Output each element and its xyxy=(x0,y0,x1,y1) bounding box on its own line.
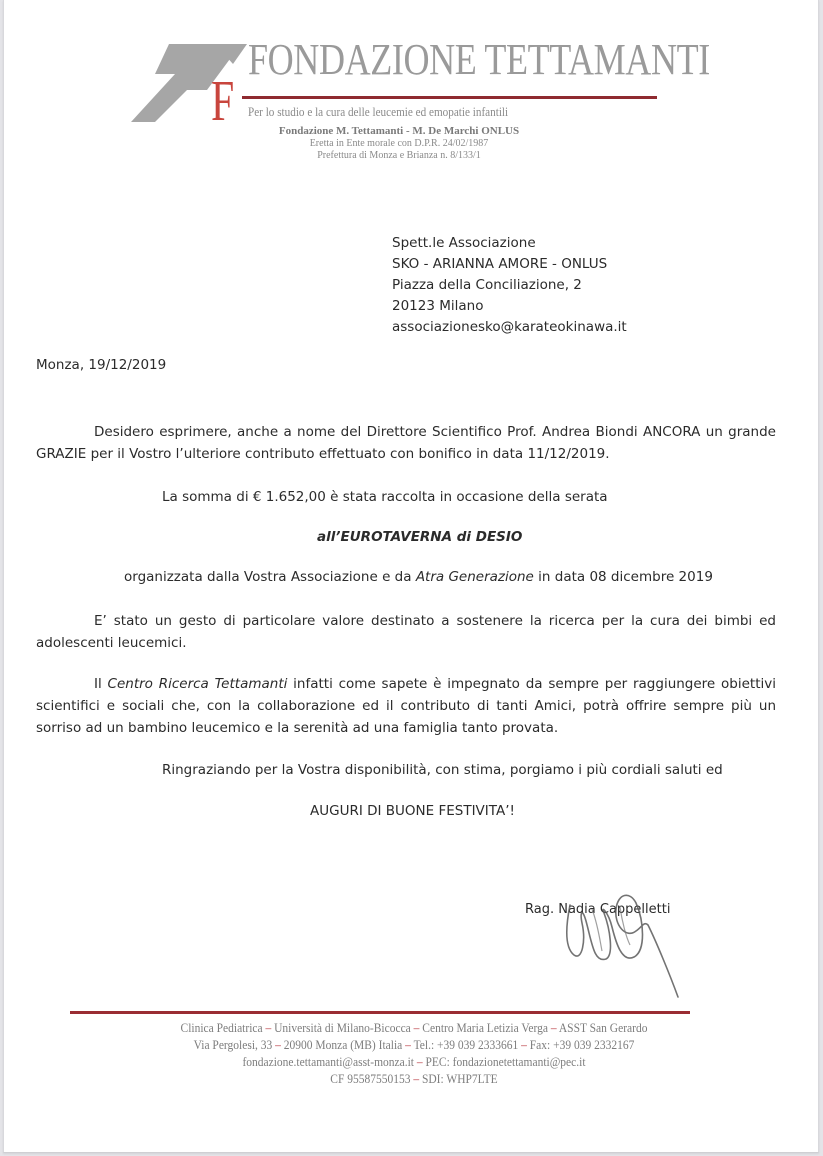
footer-tax-code: CF 95587550153 xyxy=(330,1072,411,1086)
footer-separator: – xyxy=(550,1021,557,1035)
logo-letter: F xyxy=(211,68,235,122)
footer-separator: – xyxy=(275,1038,281,1052)
holiday-greeting: AUGURI DI BUONE FESTIVITA’! xyxy=(310,803,515,819)
footer-separator: – xyxy=(416,1055,423,1069)
paragraph-thanks xyxy=(36,421,776,465)
footer-line-affiliations xyxy=(74,1020,755,1037)
letter-date: Monza, 19/12/2019 xyxy=(36,357,167,373)
footer-address: Via Pergolesi, 33 xyxy=(193,1038,273,1052)
footer-line-emails xyxy=(74,1054,755,1071)
footer-fax: Fax: +39 039 2332167 xyxy=(529,1038,635,1052)
recipient-line: Piazza della Conciliazione, 2 xyxy=(392,277,582,293)
foundation-title: FONDAZIONE TETTAMANTI xyxy=(248,35,710,84)
footer-separator: – xyxy=(413,1021,420,1035)
letter-page xyxy=(3,0,819,1153)
paragraph-gesture xyxy=(36,610,776,654)
paragraph-amount: La somma di € 1.652,00 è stata raccolta in occasione della serata xyxy=(162,489,608,505)
footer-separator: – xyxy=(413,1072,420,1086)
paragraph-text: infatti come sapete è impegnato da sempre per raggiungere obiettivi scientifici e sociali che, con la collaborazione ed il contributo di tanti Amici, potrà offrire sempre più un sorriso ad un bambino leucemico e la serenità ad una famiglia tanto provata. xyxy=(36,676,776,736)
footer-phone: Tel.: +39 039 2333661 xyxy=(413,1038,519,1052)
recipient-email: associazionesko@karateokinawa.it xyxy=(392,319,627,335)
paragraph-text: organizzata dalla Vostra Associazione e da xyxy=(124,569,416,585)
organization-info xyxy=(254,124,544,162)
recipient-line: 20123 Milano xyxy=(392,298,484,314)
paragraph-closing: Ringraziando per la Vostra disponibilità, con stima, porgiamo i più cordiali saluti ed xyxy=(162,762,723,778)
footer-line-tax xyxy=(74,1071,755,1088)
footer-sdi-code: SDI: WHP7LTE xyxy=(421,1072,498,1086)
recipient-address xyxy=(392,233,627,338)
paragraph-text: E’ stato un gesto di particolare valore destinato a sostenere la ricerca per la cura dei bimbi ed adolescenti leucemici. xyxy=(36,613,776,651)
footer-separator: – xyxy=(521,1038,527,1052)
signatory-name: Rag. Nadia Cappelletti xyxy=(525,902,671,917)
paragraph-text: in data 08 dicembre 2019 xyxy=(533,569,713,585)
footer-city: 20900 Monza (MB) Italia xyxy=(283,1038,403,1052)
footer-email[interactable]: fondazione.tettamanti@asst-monza.it xyxy=(242,1055,414,1069)
event-venue: all’EUROTAVERNA di DESIO xyxy=(317,529,523,545)
footer-line-address xyxy=(74,1037,755,1054)
recipient-line: Spett.le Associazione xyxy=(392,235,536,251)
paragraph-organizers xyxy=(124,566,713,588)
paragraph-text: Il xyxy=(94,676,108,692)
header-divider xyxy=(242,96,657,99)
footer-item: ASST San Gerardo xyxy=(558,1021,648,1035)
research-center-name: Centro Ricerca Tettamanti xyxy=(107,676,288,692)
paragraph-research-center xyxy=(36,673,776,739)
footer-divider xyxy=(70,1011,690,1014)
handwritten-signature-icon xyxy=(552,885,692,1000)
recipient-line: SKO - ARIANNA AMORE - ONLUS xyxy=(392,256,608,272)
paragraph-text: Desidero esprimere, anche a nome del Direttore Scientifico Prof. Andrea Biondi ANCORA un grande GRAZIE per il Vostro l’ulteriore contributo effettuato con bonifico in data 11/12/2019. xyxy=(36,424,776,462)
footer-item: Clinica Pediatrica xyxy=(180,1021,263,1035)
footer-separator: – xyxy=(405,1038,411,1052)
footer-separator: – xyxy=(265,1021,272,1035)
footer-item: Centro Maria Letizia Verga xyxy=(422,1021,549,1035)
organization-registration: Eretta in Ente morale con D.P.R. 24/02/1987 xyxy=(309,138,489,149)
organization-name: Fondazione M. Tettamanti - M. De Marchi ONLUS xyxy=(278,125,520,137)
organization-prefecture: Prefettura di Monza e Brianza n. 8/133/1 xyxy=(317,150,481,161)
footer-pec-email[interactable]: PEC: fondazionetettamanti@pec.it xyxy=(425,1055,586,1069)
foundation-tagline: Per lo studio e la cura delle leucemie ed emopatie infantili xyxy=(248,104,509,119)
footer-contact-info xyxy=(44,1020,784,1088)
partner-name: Atra Generazione xyxy=(415,569,534,585)
footer-item: Università di Milano-Bicocca xyxy=(274,1021,411,1035)
fondazione-logo-icon xyxy=(129,40,249,122)
